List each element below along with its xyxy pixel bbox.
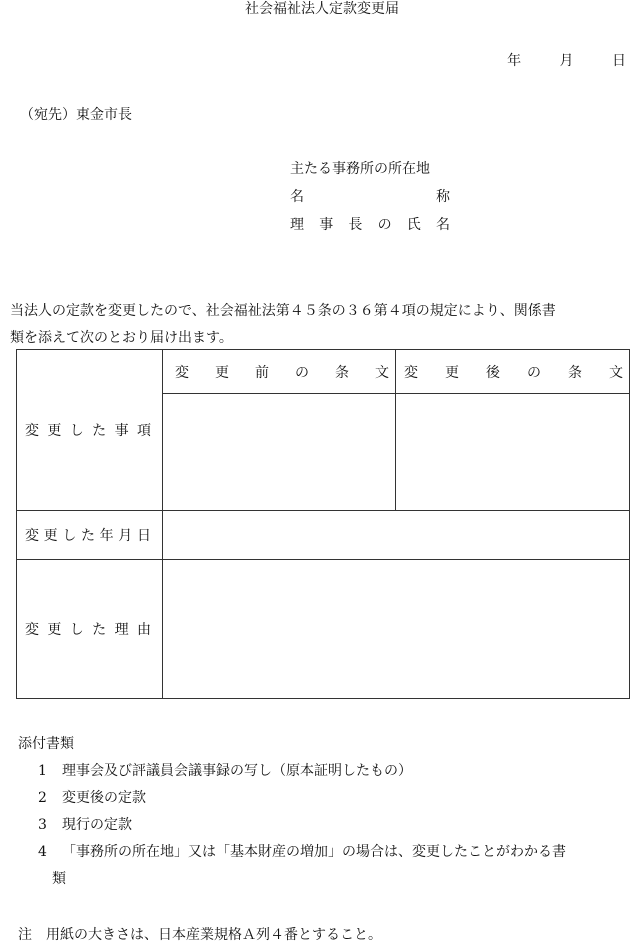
attachment-item: 4 「事務所の所在地」又は「基本財産の増加」の場合は、変更したことがわかる書 xyxy=(38,844,566,860)
row-label-changed-item: 変 更 し た 事 項 xyxy=(17,350,163,511)
sender-office-label: 主たる事務所の所在地 xyxy=(290,161,430,177)
body-line-2: 類を添えて次のとおり届け出ます。 xyxy=(10,330,233,346)
addressee: （宛先）東金市長 xyxy=(20,107,132,123)
col-header-after: 変 更 後 の 条 文 xyxy=(396,350,630,394)
sender-name-label: 名 称 xyxy=(290,189,450,205)
document-title: 社会福祉法人定款変更届 xyxy=(245,1,399,17)
date-day-label: 日 xyxy=(612,53,626,69)
sender-chair-label: 理 事 長 の 氏 名 xyxy=(290,217,450,233)
after-text-cell[interactable] xyxy=(396,394,630,511)
body-paragraph xyxy=(10,298,638,352)
date-month-label: 月 xyxy=(559,53,574,69)
before-text-cell[interactable] xyxy=(163,394,396,511)
reason-cell[interactable] xyxy=(163,560,630,699)
row-label-changed-date: 変 更 し た 年 月 日 xyxy=(17,511,163,560)
attachment-item: 2 変更後の定款 xyxy=(38,790,146,806)
attachment-item: 3 現行の定款 xyxy=(38,817,132,833)
row-label-reason: 変 更 し た 理 由 xyxy=(17,560,163,699)
attachment-item: 1 理事会及び評議員会議事録の写し（原本証明したもの） xyxy=(38,763,412,779)
col-header-before: 変 更 前 の 条 文 xyxy=(163,350,396,394)
attachment-item-continued: 類 xyxy=(52,871,66,887)
attachments-heading: 添付書類 xyxy=(18,736,74,752)
changed-date-cell[interactable] xyxy=(163,511,630,560)
date-line xyxy=(473,54,626,68)
footnote: 注 用紙の大きさは、日本産業規格Ａ列４番とすること。 xyxy=(18,927,382,943)
date-year-label: 年 xyxy=(507,53,522,69)
body-line-1: 当法人の定款を変更したので、社会福祉法第４５条の３６第４項の規定により、関係書 xyxy=(10,303,556,319)
change-form-table xyxy=(16,349,630,699)
